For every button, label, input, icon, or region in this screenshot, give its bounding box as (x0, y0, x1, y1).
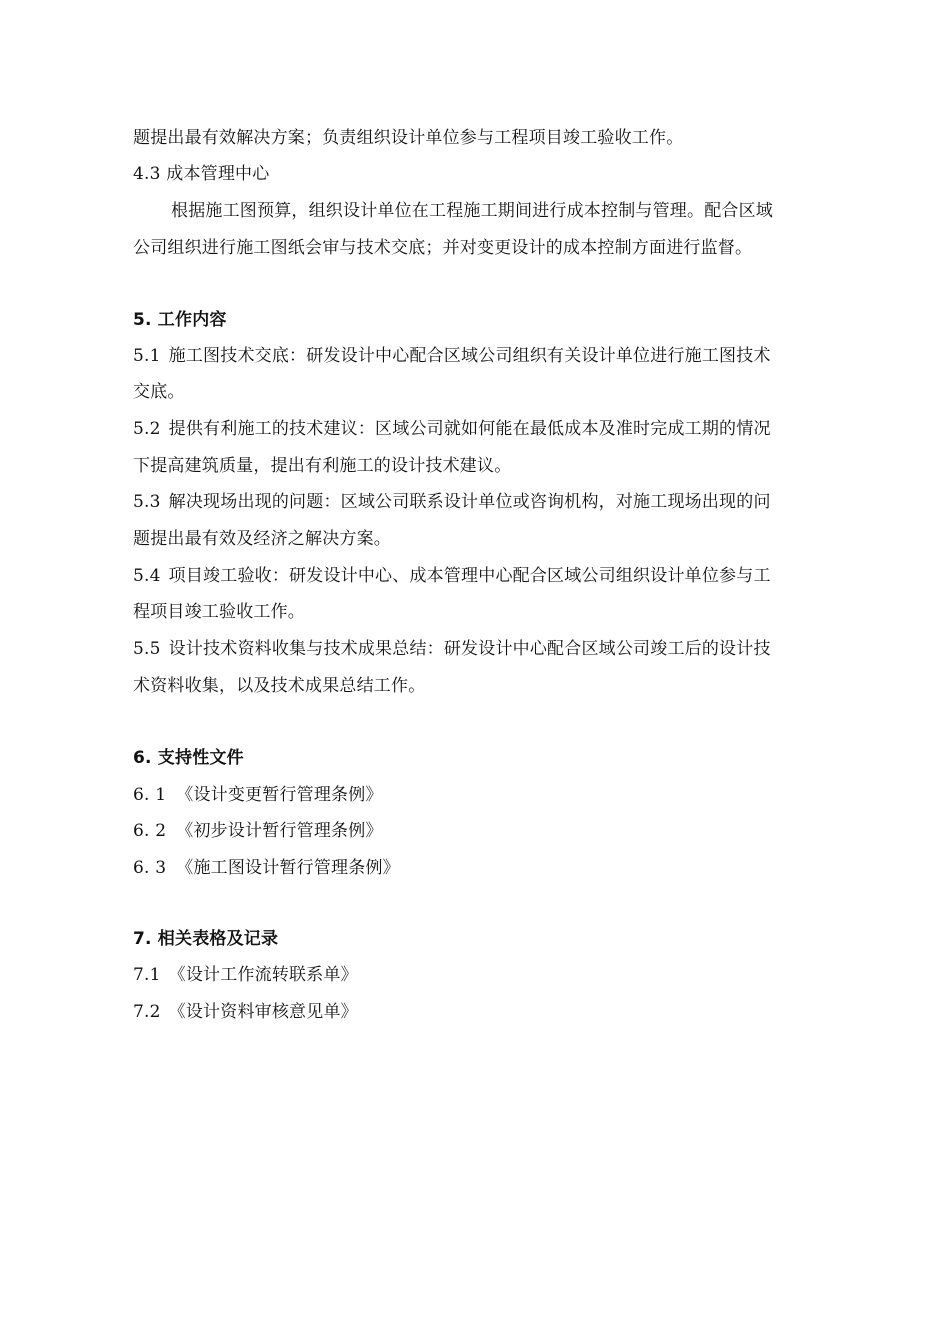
section-5-item-1-continued: 交底。 (133, 382, 185, 402)
item-text: 项目竣工验收：研发设计中心、成本管理中心配合区域公司组织设计单位参与工 (168, 566, 771, 586)
item-text: 施工图技术交底：研发设计中心配合区域公司组织有关设计单位进行施工图技术 (168, 346, 771, 366)
item-number: 5.4 (133, 566, 161, 586)
section-6-item-2 (133, 819, 853, 843)
item-number: 6. 2 (133, 821, 167, 841)
section-4-3-title: 4.3 成本管理中心 (133, 164, 270, 184)
item-text: 设计技术资料收集与技术成果总结：研发设计中心配合区域公司竣工后的设计技 (168, 639, 771, 659)
section-7-item-2 (133, 1000, 853, 1024)
item-number: 6. 3 (133, 858, 167, 878)
item-text: 《设计资料审核意见单》 (168, 1002, 358, 1022)
section-5-item-4 (133, 564, 853, 588)
item-number: 7.2 (133, 1002, 161, 1022)
section-5-item-2-continued: 下提高建筑质量，提出有利施工的设计技术建议。 (133, 456, 512, 476)
item-text: 《设计工作流转联系单》 (168, 965, 358, 985)
section-6-heading: 6. 支持性文件 (133, 748, 244, 768)
item-number: 6. 1 (133, 785, 167, 805)
item-number: 5.5 (133, 639, 161, 659)
section-5-item-4-continued: 程项目竣工验收工作。 (133, 602, 305, 622)
section-5-item-5 (133, 637, 853, 661)
section-6-item-1 (133, 783, 853, 807)
section-5-heading: 5. 工作内容 (133, 310, 227, 330)
section-5-item-5-continued: 术资料收集，以及技术成果总结工作。 (133, 676, 426, 696)
section-4-3-paragraph-line-1: 根据施工图预算，组织设计单位在工程施工期间进行成本控制与管理。配合区域 (171, 201, 773, 221)
section-6-item-3 (133, 856, 853, 880)
item-text: 提供有利施工的技术建议：区域公司就如何能在最低成本及准时完成工期的情况 (168, 419, 771, 439)
item-text: 《初步设计暂行管理条例》 (176, 821, 383, 841)
section-4-3-paragraph-line-2: 公司组织进行施工图纸会审与技术交底；并对变更设计的成本控制方面进行监督。 (133, 238, 753, 258)
item-number: 5.1 (133, 346, 161, 366)
section-5-item-3-continued: 题提出最有效及经济之解决方案。 (133, 529, 391, 549)
section-5-item-2 (133, 417, 853, 441)
item-text: 《设计变更暂行管理条例》 (176, 785, 383, 805)
intro-line: 题提出最有效解决方案；负责组织设计单位参与工程项目竣工验收工作。 (133, 128, 684, 148)
section-7-heading: 7. 相关表格及记录 (133, 929, 279, 949)
item-number: 5.2 (133, 419, 161, 439)
item-number: 5.3 (133, 492, 161, 512)
item-text: 解决现场出现的问题：区域公司联系设计单位或咨询机构，对施工现场出现的问 (168, 492, 771, 512)
item-number: 7.1 (133, 965, 161, 985)
item-text: 《施工图设计暂行管理条例》 (176, 858, 400, 878)
section-7-item-1 (133, 963, 853, 987)
section-5-item-1 (133, 344, 853, 368)
section-5-item-3 (133, 490, 853, 514)
